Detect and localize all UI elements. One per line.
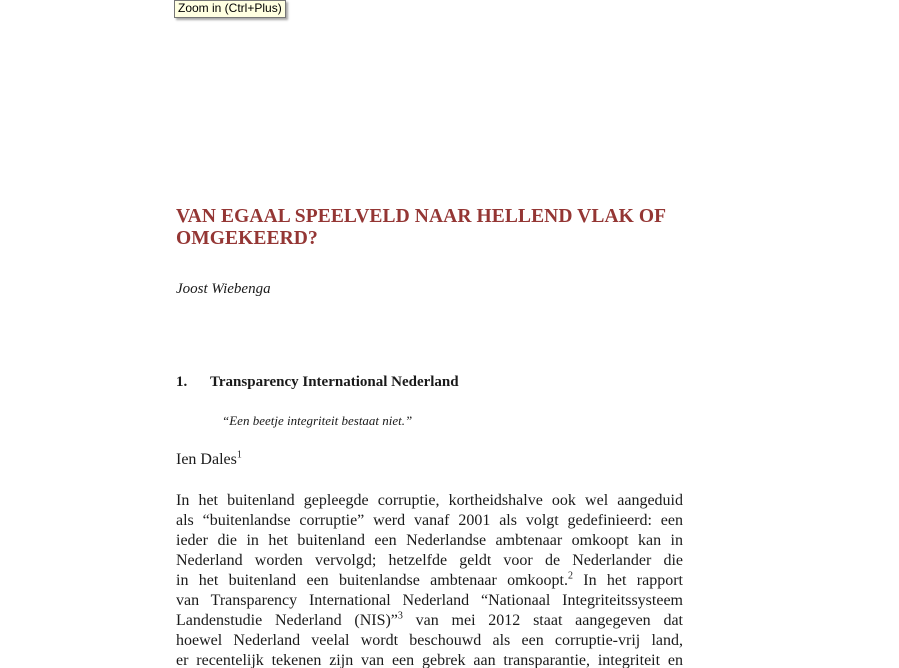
author-name: Joost Wiebenga — [176, 281, 271, 297]
line-text: er recentelijk tekenen zijn van een gebrek aan transparantie, integriteit en — [176, 652, 683, 668]
quote-attribution — [176, 451, 242, 469]
section-number: 1. — [176, 374, 188, 390]
paragraph-line — [176, 591, 683, 611]
line-text: als “buitenlandse corruptie” werd vanaf 2001 als volgt gedefinieerd: een — [176, 512, 683, 529]
line-text: ieder die in het buitenland een Nederlandse ambtenaar omkoopt kan in — [176, 532, 683, 549]
paragraph-line — [176, 611, 683, 631]
footnote-marker: 2 — [567, 570, 573, 582]
paragraph-line — [176, 631, 683, 651]
footnote-marker: 1 — [236, 449, 242, 461]
paragraph-line — [176, 511, 683, 531]
paragraph-line — [176, 491, 683, 511]
line-text: in het buitenland een buitenlandse ambtenaar omkoopt. — [176, 572, 568, 589]
paragraph-line — [176, 651, 683, 668]
line-text: hoewel Nederland veelal wordt beschouwd als een corruptie-vrij land, — [176, 632, 683, 649]
line-text: van mei 2012 staat aangegeven dat — [402, 612, 683, 629]
epigraph-quote: “Een beetje integriteit bestaat niet.” — [222, 413, 413, 428]
line-text: In het rapport — [572, 572, 683, 589]
zoom-in-tooltip: Zoom in (Ctrl+Plus) — [174, 0, 286, 18]
footnote-marker: 3 — [397, 610, 403, 622]
paragraph-line — [176, 551, 683, 571]
document-title: VAN EGAAL SPEELVELD NAAR HELLEND VLAK OF OMGEKEERD? — [176, 206, 666, 249]
section-title: Transparency International Nederland — [210, 374, 459, 390]
line-text: In het buitenland gepleegde corruptie, kortheidshalve ook wel aangeduid — [176, 492, 683, 509]
line-text: van Transparency International Nederland “Nationaal Integriteitssysteem — [176, 592, 683, 609]
paragraph-line — [176, 571, 683, 591]
line-text: Nederland worden vervolgd; hetzelfde geldt voor de Nederlander die — [176, 552, 683, 569]
section-heading — [176, 374, 459, 391]
attribution-name: Ien Dales — [176, 451, 237, 468]
line-text: Landenstudie Nederland (NIS)” — [176, 612, 398, 629]
body-paragraph — [176, 491, 683, 668]
paragraph-line — [176, 531, 683, 551]
